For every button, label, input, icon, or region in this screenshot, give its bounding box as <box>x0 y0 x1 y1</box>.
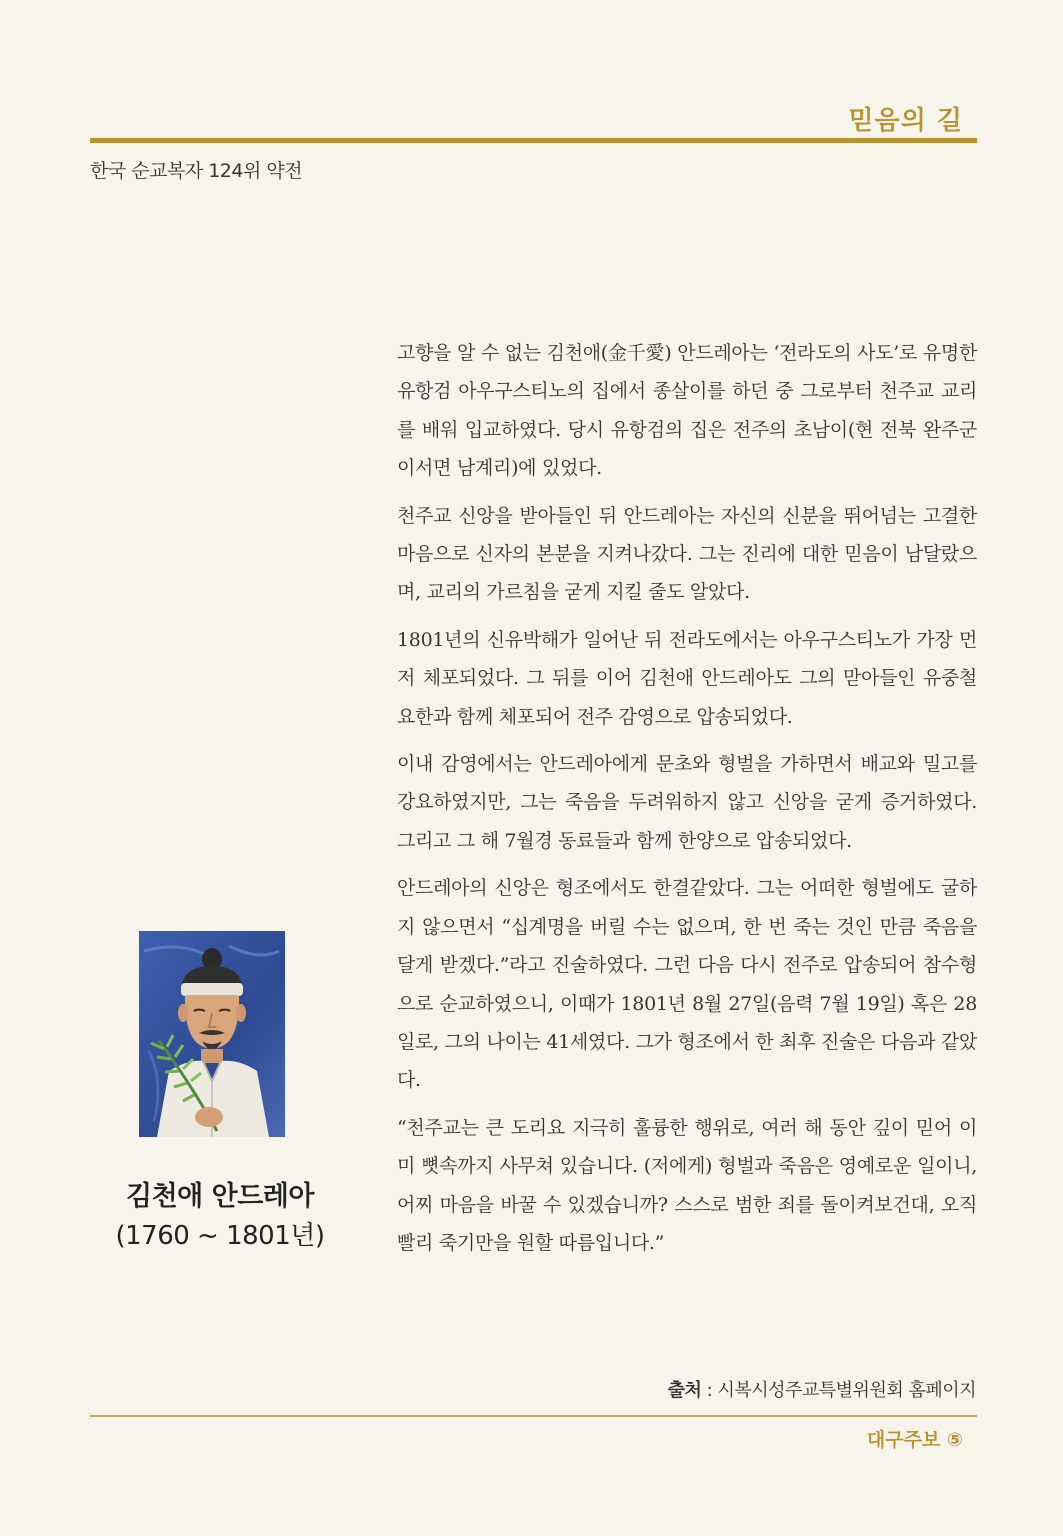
portrait-image <box>139 931 285 1137</box>
source-separator: : <box>701 1380 718 1401</box>
top-divider <box>90 138 977 143</box>
source-credit <box>668 1376 976 1402</box>
portrait-name: 김천애 안드레아 <box>126 1181 314 1212</box>
section-title: 믿음의 길 <box>848 106 963 136</box>
portrait-dates: (1760 ~ 1801년) <box>115 1221 325 1251</box>
paragraph-4: 이내 감영에서는 안드레아에게 문초와 형벌을 가하면서 배교와 밀고를 강요하였지만, 그는 죽음을 두려워하지 않고 신앙을 굳게 증거하였다. 그리고 그 해 7월경 동료들과 함께 한양으로 압송되었다. <box>397 753 977 852</box>
series-label: 한국 순교복자 124위 약전 <box>90 160 303 182</box>
paragraph-6: “천주교는 큰 도리요 지극히 훌륭한 행위로, 여러 해 동안 깊이 믿어 이미 뼛속까지 사무쳐 있습니다. (저에게) 형벌과 죽음은 영예로운 일이니, 어찌 마음을 바꿀 수 있겠습니까? 스스로 범한 죄를 돌이켜보건대, 오직 빨리 죽기만을 원할 따름입니다.” <box>397 1116 977 1254</box>
footer-publication: 대구주보 ⑤ <box>866 1429 963 1451</box>
paragraph-2: 천주교 신앙을 받아들인 뒤 안드레아는 자신의 신분을 뛰어넘는 고결한 마음으로 신자의 본분을 지켜나갔다. 그는 진리에 대한 믿음이 남달랐으며, 교리의 가르침을 굳게 지킬 줄도 알았다. <box>397 504 977 604</box>
paragraph-3: 1801년의 신유박해가 일어난 뒤 전라도에서는 아우구스티노가 가장 먼저 체포되었다. 그 뒤를 이어 김천애 안드레아도 그의 맏아들인 유중철 요한과 함께 체포되어 전주 감영으로 압송되었다. <box>397 628 977 728</box>
paragraph-5: 안드레아의 신앙은 형조에서도 한결같았다. 그는 어떠한 형벌에도 굴하지 않으면서 “십계명을 버릴 수는 없으며, 한 번 죽는 것인 만큼 죽음을 달게 받겠다.”라고 진술하였다. 그런 다음 다시 전주로 압송되어 참수형으로 순교하였으니, 이때가 1801년 8월 27일(음력 7월 19일) 혹은 28일로, 그의 나이는 41세였다. 그가 형조에서 한 최후 진술은 다음과 같았다. <box>397 877 977 1092</box>
source-label: 출처 <box>667 1380 702 1401</box>
source-text: 시복시성주교특별위원회 홈페이지 <box>717 1380 976 1401</box>
bottom-divider <box>90 1415 977 1417</box>
article-body <box>397 334 977 1271</box>
paragraph-1: 고향을 알 수 없는 김천애(金千愛) 안드레아는 ‘전라도의 사도’로 유명한 유항검 아우구스티노의 집에서 종살이를 하던 중 그로부터 천주교 교리를 배워 입교하였다. 당시 유항검의 집은 전주의 초남이(현 전북 완주군 이서면 남계리)에 있었다. <box>397 342 977 480</box>
